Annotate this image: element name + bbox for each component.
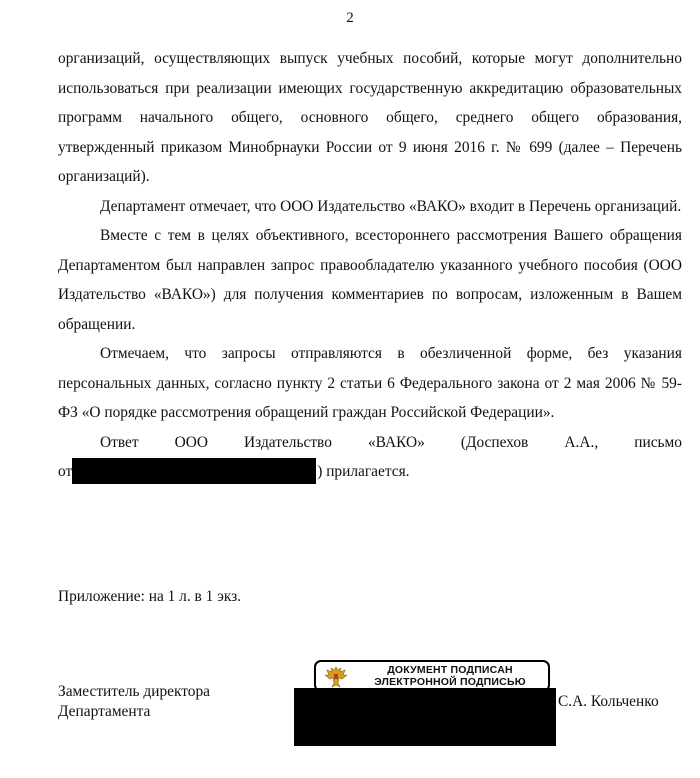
response-suffix: ) прилагается.: [317, 463, 410, 480]
signer-title-line1: Заместитель директора: [58, 683, 211, 700]
double-headed-eagle-icon: [322, 664, 350, 690]
stamp-text-line1: ДОКУМЕНТ ПОДПИСАН: [387, 664, 513, 676]
paragraph-request-sent: Вместе с тем в целях объективного, всестороннего рассмотрения Вашего обращения Департаментом был направлен запрос правообладателю указанного учебного пособия (ООО Издательство «ВАКО») для получения комментариев по вопросам, изложенным в Вашем обращении.: [58, 227, 682, 333]
response-prefix: от: [58, 463, 73, 480]
signer-name: С.А. Кольченко: [558, 693, 659, 710]
redaction-block-letter-reference: [72, 458, 316, 484]
attachment-note: Приложение: на 1 л. в 1 экз.: [58, 588, 242, 605]
stamp-text-line2: ЭЛЕКТРОННОЙ ПОДПИСЬЮ: [374, 676, 526, 688]
paragraph-continuation: организаций, осуществляющих выпуск учебных пособий, которые могут дополнительно использоваться при реализации имеющих государственную аккредитацию образовательных программ начального общего, основного общего, среднего общего образования, утвержденный приказом Минобрнауки России от 9 июня 2016 г. № 699 (далее – Перечень организаций).: [58, 50, 682, 185]
paragraph-response-line2: [58, 457, 682, 487]
signer-title-line2: Департамента: [58, 703, 151, 720]
paragraph-department-notes: Департамент отмечает, что ООО Издательство «ВАКО» входит в Перечень организаций.: [100, 197, 682, 215]
paragraph-response-line1: Ответ ООО Издательство «ВАКО» (Доспехов А.А., письмо: [100, 433, 682, 451]
paragraph-anonymized-requests: Отмечаем, что запросы отправляются в обезличенной форме, без указания персональных данных, согласно пункту 2 статьи 6 Федерального закона от 2 мая 2006 № 59-ФЗ «О порядке рассмотрения обращений граждан Российской Федерации».: [58, 345, 682, 421]
page-number: 2: [346, 10, 354, 26]
letter-body: [58, 44, 682, 487]
signer-title: [58, 682, 210, 722]
redaction-block-signature: [294, 688, 556, 746]
